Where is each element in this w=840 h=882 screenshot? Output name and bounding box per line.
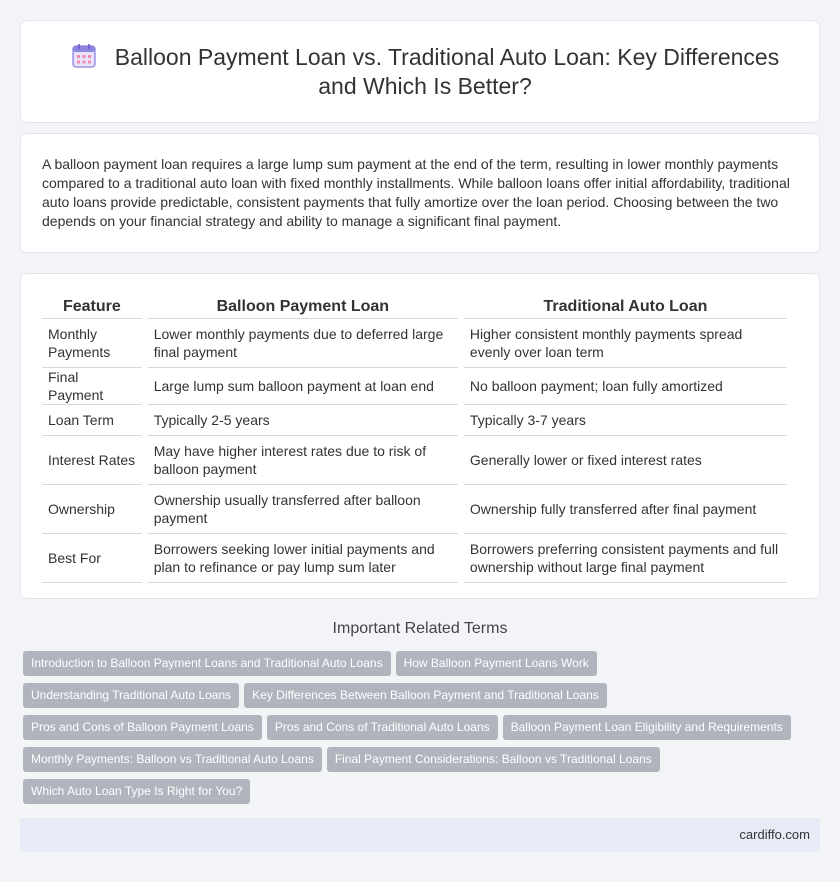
related-term-tag[interactable]: Final Payment Considerations: Balloon vs Traditional Loans xyxy=(327,747,660,772)
related-term-tag[interactable]: Pros and Cons of Traditional Auto Loans xyxy=(267,715,498,740)
table-row xyxy=(42,436,787,485)
page-title-wrap xyxy=(61,43,789,101)
balloon-cell: Ownership usually transferred after balloon payment xyxy=(148,485,458,534)
related-term-tag[interactable]: How Balloon Payment Loans Work xyxy=(396,651,597,676)
table-row xyxy=(42,485,787,534)
feature-cell: Ownership xyxy=(42,485,142,534)
balloon-cell: Large lump sum balloon payment at loan end xyxy=(148,368,458,405)
table-row xyxy=(42,368,787,405)
related-term-tag[interactable]: Key Differences Between Balloon Payment and Traditional Loans xyxy=(244,683,607,708)
related-term-tag[interactable]: Which Auto Loan Type Is Right for You? xyxy=(23,779,250,804)
traditional-cell: Typically 3-7 years xyxy=(464,405,787,436)
table-row xyxy=(42,405,787,436)
summary-text: A balloon payment loan requires a large lump sum payment at the end of the term, resulting in lower monthly payments compared to a traditional auto loan with fixed monthly installments. While balloon loans offer initial affordability, traditional auto loans provide predictable, consistent payments that fully amortize over the loan period. Choosing between the two depends on your financial strategy and ability to manage a significant final payment. xyxy=(42,156,790,229)
traditional-cell: Generally lower or fixed interest rates xyxy=(464,436,787,485)
footer xyxy=(20,818,820,852)
comparison-table xyxy=(36,297,793,583)
feature-cell: Final Payment xyxy=(42,368,142,405)
traditional-cell: Ownership fully transferred after final payment xyxy=(464,485,787,534)
title-card xyxy=(20,20,820,123)
traditional-cell: Borrowers preferring consistent payments and full ownership without large final payment xyxy=(464,534,787,583)
feature-cell: Loan Term xyxy=(42,405,142,436)
related-terms-list xyxy=(23,651,803,811)
footer-site-link[interactable]: cardiffo.com xyxy=(739,827,810,842)
related-terms-title: Important Related Terms xyxy=(332,620,508,637)
comparison-card xyxy=(20,273,820,599)
feature-cell: Best For xyxy=(42,534,142,583)
related-term-tag[interactable]: Pros and Cons of Balloon Payment Loans xyxy=(23,715,262,740)
feature-cell: Interest Rates xyxy=(42,436,142,485)
table-row xyxy=(42,534,787,583)
column-header-feature: Feature xyxy=(42,297,142,319)
balloon-cell: Borrowers seeking lower initial payments and plan to refinance or pay lump sum later xyxy=(148,534,458,583)
calendar-icon xyxy=(71,43,97,69)
balloon-cell: May have higher interest rates due to risk of balloon payment xyxy=(148,436,458,485)
column-header-balloon: Balloon Payment Loan xyxy=(148,297,458,319)
feature-cell: Monthly Payments xyxy=(42,319,142,368)
related-term-tag[interactable]: Understanding Traditional Auto Loans xyxy=(23,683,239,708)
related-term-tag[interactable]: Balloon Payment Loan Eligibility and Requirements xyxy=(503,715,791,740)
page-title: Balloon Payment Loan vs. Traditional Auto Loan: Key Differences and Which Is Better? xyxy=(114,44,780,99)
column-header-traditional: Traditional Auto Loan xyxy=(464,297,787,319)
traditional-cell: Higher consistent monthly payments spread evenly over loan term xyxy=(464,319,787,368)
related-term-tag[interactable]: Monthly Payments: Balloon vs Traditional Auto Loans xyxy=(23,747,322,772)
traditional-cell: No balloon payment; loan fully amortized xyxy=(464,368,787,405)
balloon-cell: Lower monthly payments due to deferred large final payment xyxy=(148,319,458,368)
summary-card xyxy=(20,133,820,253)
related-term-tag[interactable]: Introduction to Balloon Payment Loans and Traditional Auto Loans xyxy=(23,651,391,676)
table-row xyxy=(42,319,787,368)
balloon-cell: Typically 2-5 years xyxy=(148,405,458,436)
